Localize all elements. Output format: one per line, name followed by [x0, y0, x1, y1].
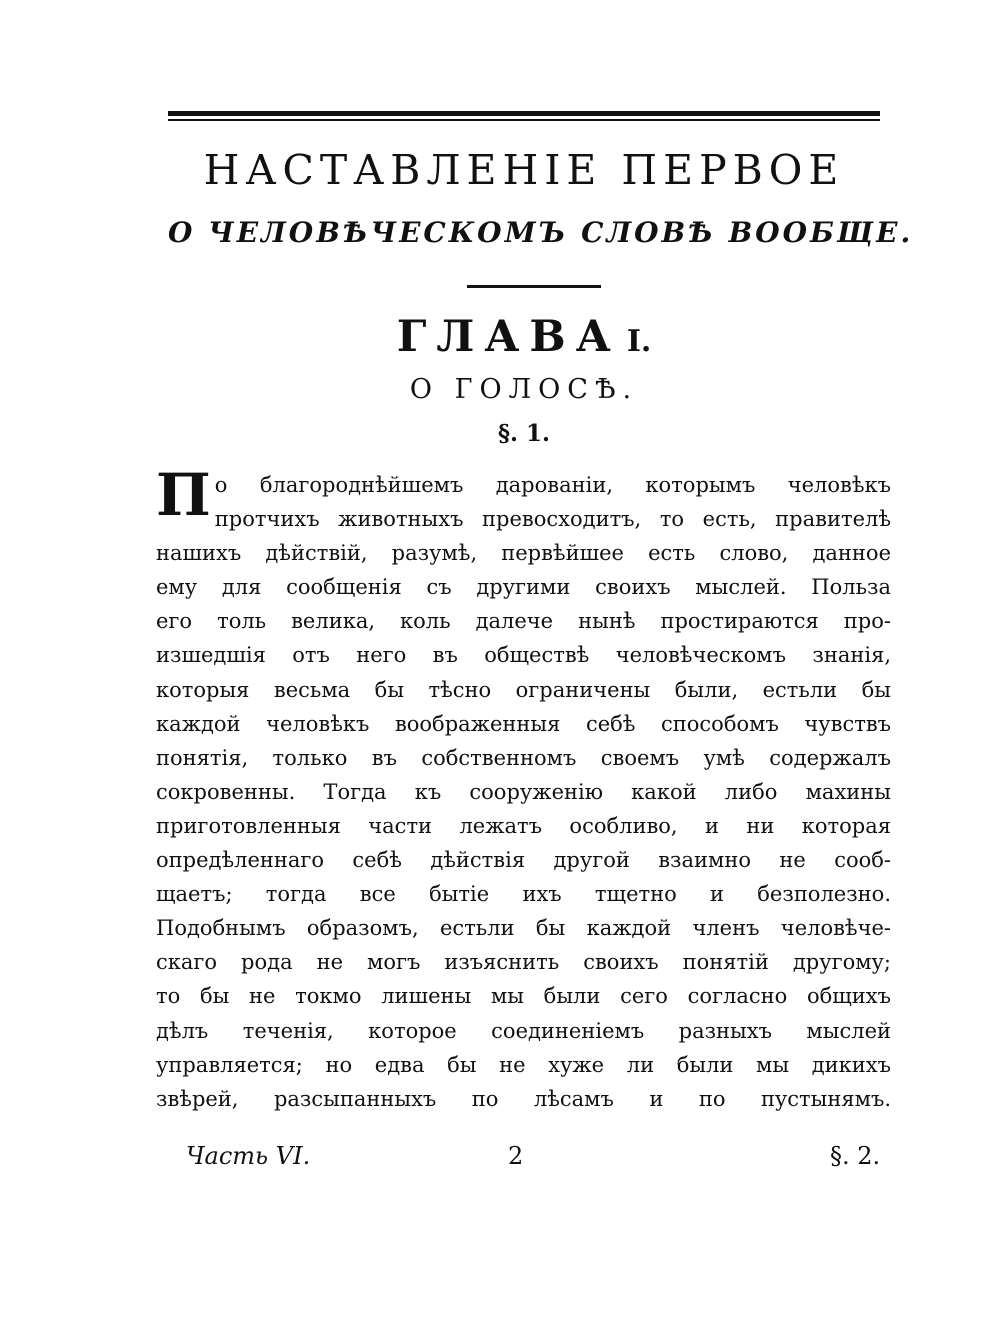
text-line: скаго рода не могъ изъяснить своихъ понятій другому; — [156, 950, 891, 975]
drop-cap: П — [156, 461, 211, 529]
text-line: каждой человѣкъ воображенныя себѣ способомъ чувствъ — [156, 711, 891, 736]
chapter-number: I. — [626, 324, 652, 359]
page-number: 2 — [508, 1142, 524, 1170]
header-rule-thick — [168, 111, 880, 116]
page-title: НАСТАВЛЕНІЕ ПЕРВОЕ — [203, 146, 845, 194]
signature-mark: Часть VI. — [186, 1142, 311, 1170]
chapter-title: О ГОЛОСѢ. — [409, 374, 639, 405]
page-subtitle: О ЧЕЛОВѢЧЕСКОМЪ СЛОВѢ ВООБЩЕ. — [168, 216, 914, 249]
body-text — [156, 461, 891, 1116]
text-line: дѣлъ теченія, которое соединеніемъ разныхъ мыслей — [156, 1018, 891, 1043]
text-line: управляется; но едва бы не хуже ли были мы дикихъ — [156, 1052, 891, 1077]
text-line: понятія, только въ собственномъ своемъ умѣ содержалъ — [156, 745, 891, 770]
catchword: §. 2. — [830, 1142, 881, 1170]
header-rule-thin — [168, 119, 880, 121]
text-line: изшедшія отъ него въ обществѣ человѣческомъ знанія, — [156, 643, 891, 668]
title-divider — [467, 285, 601, 288]
text-line: его толь велика, коль далече нынѣ простираются про- — [156, 609, 891, 634]
section-mark: §. 1. — [497, 420, 551, 447]
text-line: о благороднѣйшемъ дарованіи, которымъ человѣкъ — [214, 473, 891, 497]
text-line: щаетъ; тогда все бытіе ихъ тщетно и безполезно. — [156, 882, 891, 907]
text-line: ему для сообщенія съ другими своихъ мыслей. Польза — [156, 575, 891, 600]
text-line: протчихъ животныхъ превосходитъ, то есть, правителѣ — [214, 507, 891, 532]
text-line: которыя весьма бы тѣсно ограничены были, естьли бы — [156, 677, 891, 702]
chapter-heading — [168, 312, 880, 362]
text-line: нашихъ дѣйствій, разумѣ, первѣйшее есть слово, данное — [156, 541, 891, 566]
text-line: звѣрей, разсыпанныхъ по лѣсамъ и по пустынямъ. — [156, 1086, 891, 1111]
text-line: то бы не токмо лишены мы были сего согласно общихъ — [156, 984, 891, 1009]
text-line: опредѣленнаго себѣ дѣйствія другой взаимно не сооб- — [156, 848, 891, 873]
text-line: сокровенны. Тогда къ сооруженію какой либо махины — [156, 779, 891, 804]
text-line: приготовленныя части лежатъ особливо, и ни которая — [156, 813, 891, 838]
text-line: Подобнымъ образомъ, естьли бы каждой членъ человѣче- — [156, 916, 891, 941]
chapter-label: ГЛАВА — [396, 312, 621, 362]
